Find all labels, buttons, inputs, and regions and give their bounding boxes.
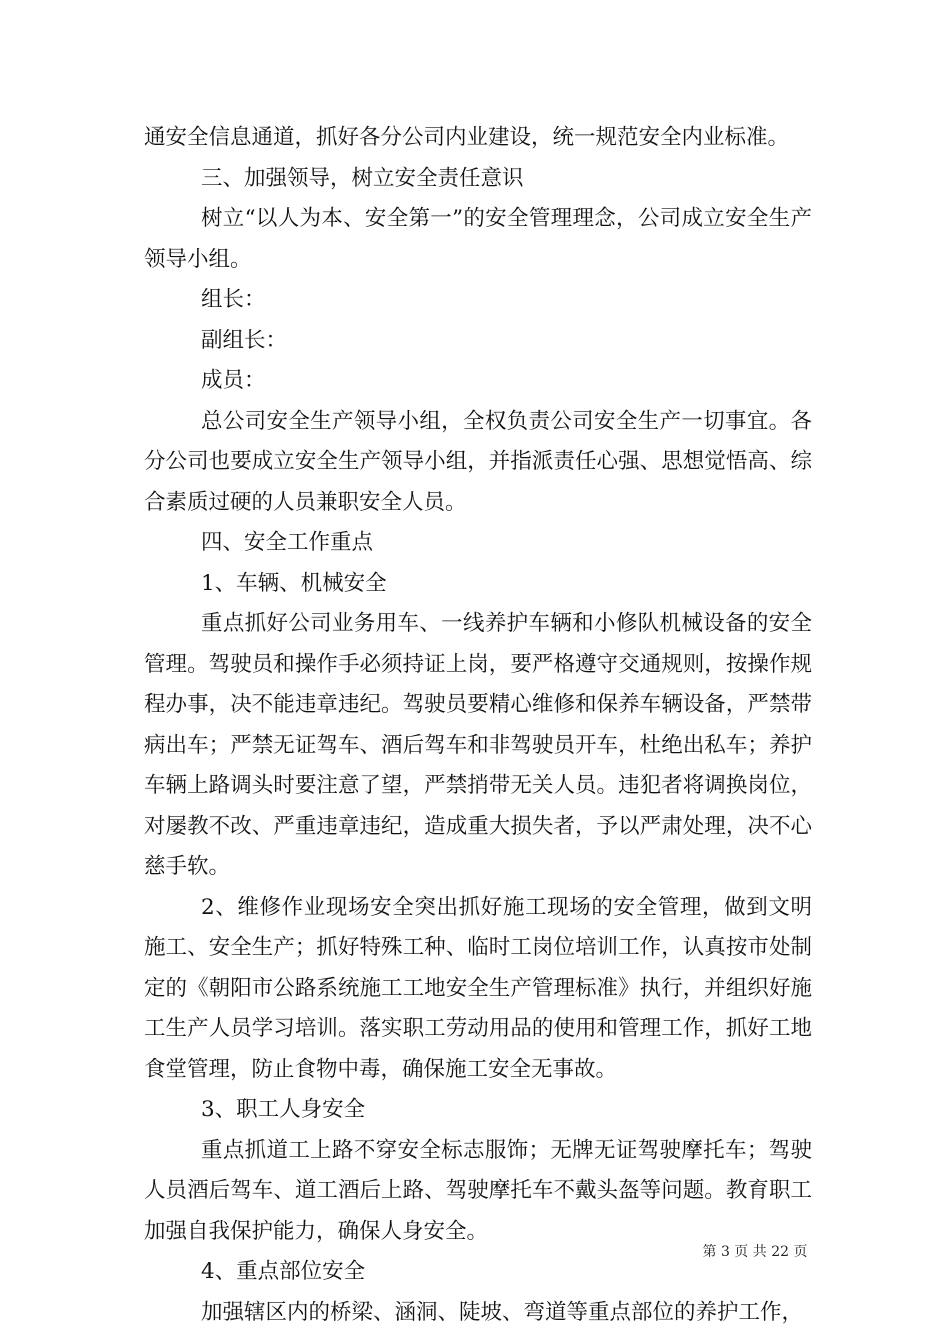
- body-paragraph: 重点抓道工上路不穿安全标志服饰；无牌无证驾驶摩托车；驾驶人员酒后驾车、道工酒后上路、驾驶摩托车不戴头盔等问题。教育职工加强自我保护能力，确保人身安全。: [144, 1137, 812, 1244]
- body-paragraph: 2、维修作业现场安全突出抓好施工现场的安全管理，做到文明施工、安全生产；抓好特殊工种、临时工岗位培训工作，认真按市处制定的《朝阳市公路系统施工工地安全生产管理标准》执行，并组织好施工生产人员学习培训。落实职工劳动用品的使用和管理工作，抓好工地食堂管理，防止食物中毒，确保施工安全无事故。: [144, 894, 812, 1082]
- section-heading: 四、安全工作重点: [201, 530, 374, 555]
- document-body: [144, 118, 812, 1333]
- body-paragraph: 加强辖区内的桥梁、涵洞、陡坡、弯道等重点部位的养护工作，: [201, 1299, 804, 1325]
- team-leader-line: 组长：: [201, 287, 266, 312]
- subsection-heading: 4、重点部位安全: [201, 1259, 366, 1284]
- page-number: 第 3 页 共 22 页: [702, 1244, 808, 1260]
- section-heading: 三、加强领导，树立安全责任意识: [201, 165, 524, 191]
- body-paragraph: 重点抓好公司业务用车、一线养护车辆和小修队机械设备的安全管理。驾驶员和操作手必须持证上岗，要严格遵守交通规则，按操作规程办事，决不能违章违纪。驾驶员要精心维修和保养车辆设备，严禁带病出车；严禁无证驾车、酒后驾车和非驾驶员开车，杜绝出私车；养护车辆上路调头时要注意了望，严禁捎带无关人员。违犯者将调换岗位，对屡教不改、严重违章违纪，造成重大损失者，予以严肃处理，决不心慈手软。: [144, 611, 812, 879]
- body-paragraph: 总公司安全生产领导小组，全权负责公司安全生产一切事宜。各分公司也要成立安全生产领导小组，并指派责任心强、思想觉悟高、综合素质过硬的人员兼职安全人员。: [144, 408, 812, 515]
- subsection-heading: 1、车辆、机械安全: [201, 570, 387, 596]
- deputy-leader-line: 副组长：: [201, 327, 288, 353]
- members-line: 成员：: [201, 368, 266, 393]
- body-paragraph: 通安全信息通道，抓好各分公司内业建设，统一规范安全内业标准。: [144, 125, 790, 150]
- subsection-heading: 3、职工人身安全: [201, 1097, 366, 1122]
- body-paragraph: 树立“以人为本、安全第一”的安全管理理念，公司成立安全生产领导小组。: [144, 206, 812, 272]
